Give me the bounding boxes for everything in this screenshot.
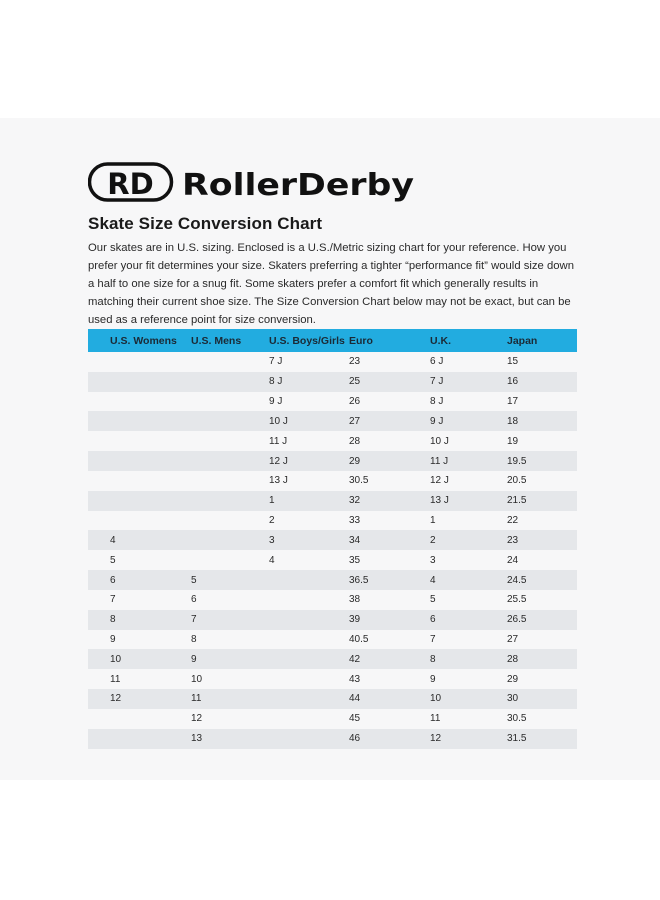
cell-japan: 22 xyxy=(507,515,519,527)
table-row xyxy=(88,471,577,491)
cell-us-womens: 10 xyxy=(110,653,122,665)
table-header-row xyxy=(88,329,577,352)
cell-us-boys-girls: 4 xyxy=(269,554,275,566)
cell-us-boys-girls: 1 xyxy=(269,495,275,507)
cell-euro: 28 xyxy=(349,435,361,447)
cell-japan: 30 xyxy=(507,693,519,705)
cell-us-mens: 13 xyxy=(191,733,203,745)
cell-japan: 15 xyxy=(507,356,519,368)
size-conversion-table xyxy=(88,329,577,749)
cell-euro: 44 xyxy=(349,693,361,705)
cell-uk: 7 J xyxy=(430,376,444,388)
cell-euro: 25 xyxy=(349,376,361,388)
cell-euro: 30.5 xyxy=(349,475,369,487)
header-euro: Euro xyxy=(349,334,373,347)
cell-japan: 26.5 xyxy=(507,614,527,626)
table-row xyxy=(88,431,577,451)
cell-uk: 10 xyxy=(430,693,442,705)
cell-uk: 10 J xyxy=(430,435,449,447)
cell-uk: 6 J xyxy=(430,356,444,368)
cell-uk: 4 xyxy=(430,574,436,586)
cell-uk: 5 xyxy=(430,594,436,606)
cell-euro: 26 xyxy=(349,396,361,408)
cell-japan: 24.5 xyxy=(507,574,527,586)
cell-us-boys-girls: 8 J xyxy=(269,376,283,388)
cell-us-boys-girls: 11 J xyxy=(269,435,288,447)
cell-us-boys-girls: 9 J xyxy=(269,396,283,408)
table-row xyxy=(88,689,577,709)
cell-uk: 8 xyxy=(430,653,436,665)
cell-uk: 1 xyxy=(430,515,436,527)
cell-japan: 24 xyxy=(507,554,519,566)
cell-us-womens: 6 xyxy=(110,574,116,586)
cell-us-mens: 7 xyxy=(191,614,197,626)
header-us-mens: U.S. Mens xyxy=(191,334,242,347)
table-row xyxy=(88,392,577,412)
cell-uk: 2 xyxy=(430,534,436,546)
cell-us-mens: 9 xyxy=(191,653,197,665)
table-row xyxy=(88,451,577,471)
cell-euro: 39 xyxy=(349,614,361,626)
cell-uk: 13 J xyxy=(430,495,449,507)
cell-uk: 8 J xyxy=(430,396,444,408)
table-row xyxy=(88,530,577,550)
table-row xyxy=(88,372,577,392)
table-row xyxy=(88,649,577,669)
cell-japan: 29 xyxy=(507,673,519,685)
cell-uk: 11 xyxy=(430,713,441,725)
table-body xyxy=(88,352,577,749)
intro-paragraph: Our skates are in U.S. sizing. Enclosed is a U.S./Metric sizing chart for your reference. How you prefer your fit determines your size. Skaters preferring a tighter “performance fit” would size down a half to one size for a snug fit. Some skaters prefer a comfort fit which generally results in matching their current shoe size. The Size Conversion Chart below may not be exact, but can be used as a reference point for size conversion. xyxy=(88,242,574,326)
cell-us-mens: 10 xyxy=(191,673,203,685)
cell-euro: 35 xyxy=(349,554,361,566)
cell-japan: 19.5 xyxy=(507,455,527,467)
cell-japan: 27 xyxy=(507,634,519,645)
cell-us-womens: 5 xyxy=(110,554,116,566)
cell-us-mens: 5 xyxy=(191,574,197,586)
table-row xyxy=(88,570,577,590)
table-row xyxy=(88,669,577,689)
cell-japan: 16 xyxy=(507,376,519,388)
table-row xyxy=(88,511,577,531)
cell-euro: 27 xyxy=(349,415,361,427)
cell-japan: 28 xyxy=(507,653,519,665)
cell-us-womens: 12 xyxy=(110,693,122,705)
cell-japan: 18 xyxy=(507,415,519,427)
cell-us-boys-girls: 12 J xyxy=(269,455,288,467)
cell-us-womens: 11 xyxy=(110,673,121,685)
header-japan: Japan xyxy=(507,334,538,347)
cell-euro: 34 xyxy=(349,534,361,546)
logo-wordmark-text: RollerDerby xyxy=(182,168,415,203)
cell-uk: 9 J xyxy=(430,415,444,427)
cell-euro: 45 xyxy=(349,713,361,725)
cell-uk: 6 xyxy=(430,614,436,626)
cell-us-boys-girls: 3 xyxy=(269,534,275,546)
cell-japan: 30.5 xyxy=(507,713,527,725)
table-row xyxy=(88,729,577,749)
header-uk: U.K. xyxy=(430,334,451,347)
cell-japan: 21.5 xyxy=(507,495,527,507)
cell-uk: 11 J xyxy=(430,455,449,467)
cell-japan: 20.5 xyxy=(507,475,527,487)
cell-uk: 9 xyxy=(430,673,436,685)
cell-japan: 17 xyxy=(507,396,519,408)
table-row xyxy=(88,709,577,729)
cell-uk: 7 xyxy=(430,634,436,645)
cell-euro: 42 xyxy=(349,653,361,665)
cell-euro: 40.5 xyxy=(349,634,369,645)
cell-us-boys-girls: 7 J xyxy=(269,356,283,368)
page-title: Skate Size Conversion Chart xyxy=(88,214,323,233)
table-row xyxy=(88,352,577,372)
cell-japan: 25.5 xyxy=(507,594,527,606)
cell-us-boys-girls: 2 xyxy=(269,515,275,527)
cell-us-mens: 6 xyxy=(191,594,197,606)
cell-us-boys-girls: 13 J xyxy=(269,475,288,487)
roller-derby-logo xyxy=(88,160,418,210)
cell-us-womens: 8 xyxy=(110,614,116,626)
cell-euro: 38 xyxy=(349,594,361,606)
table-row xyxy=(88,550,577,570)
logo-graphic xyxy=(88,160,418,210)
cell-euro: 36.5 xyxy=(349,574,369,586)
cell-euro: 46 xyxy=(349,733,361,745)
cell-us-womens: 7 xyxy=(110,594,116,606)
cell-us-boys-girls: 10 J xyxy=(269,415,288,427)
cell-uk: 3 xyxy=(430,554,436,566)
cell-us-mens: 8 xyxy=(191,634,197,645)
table-row xyxy=(88,630,577,650)
cell-japan: 23 xyxy=(507,534,519,546)
table-row xyxy=(88,491,577,511)
cell-euro: 32 xyxy=(349,495,361,507)
cell-us-mens: 11 xyxy=(191,693,202,705)
table-row xyxy=(88,590,577,610)
cell-us-womens: 4 xyxy=(110,534,116,546)
table-row xyxy=(88,411,577,431)
logo-badge-text: RD xyxy=(107,167,154,201)
cell-uk: 12 xyxy=(430,733,442,745)
cell-euro: 33 xyxy=(349,515,361,527)
cell-uk: 12 J xyxy=(430,475,449,487)
table-row xyxy=(88,610,577,630)
cell-euro: 29 xyxy=(349,455,361,467)
cell-japan: 19 xyxy=(507,435,519,447)
cell-euro: 43 xyxy=(349,673,361,685)
cell-us-womens: 9 xyxy=(110,634,116,645)
header-us-womens: U.S. Womens xyxy=(110,334,177,347)
header-us-boys-girls: U.S. Boys/Girls xyxy=(269,334,345,347)
cell-japan: 31.5 xyxy=(507,733,527,745)
cell-euro: 23 xyxy=(349,356,361,368)
cell-us-mens: 12 xyxy=(191,713,203,725)
